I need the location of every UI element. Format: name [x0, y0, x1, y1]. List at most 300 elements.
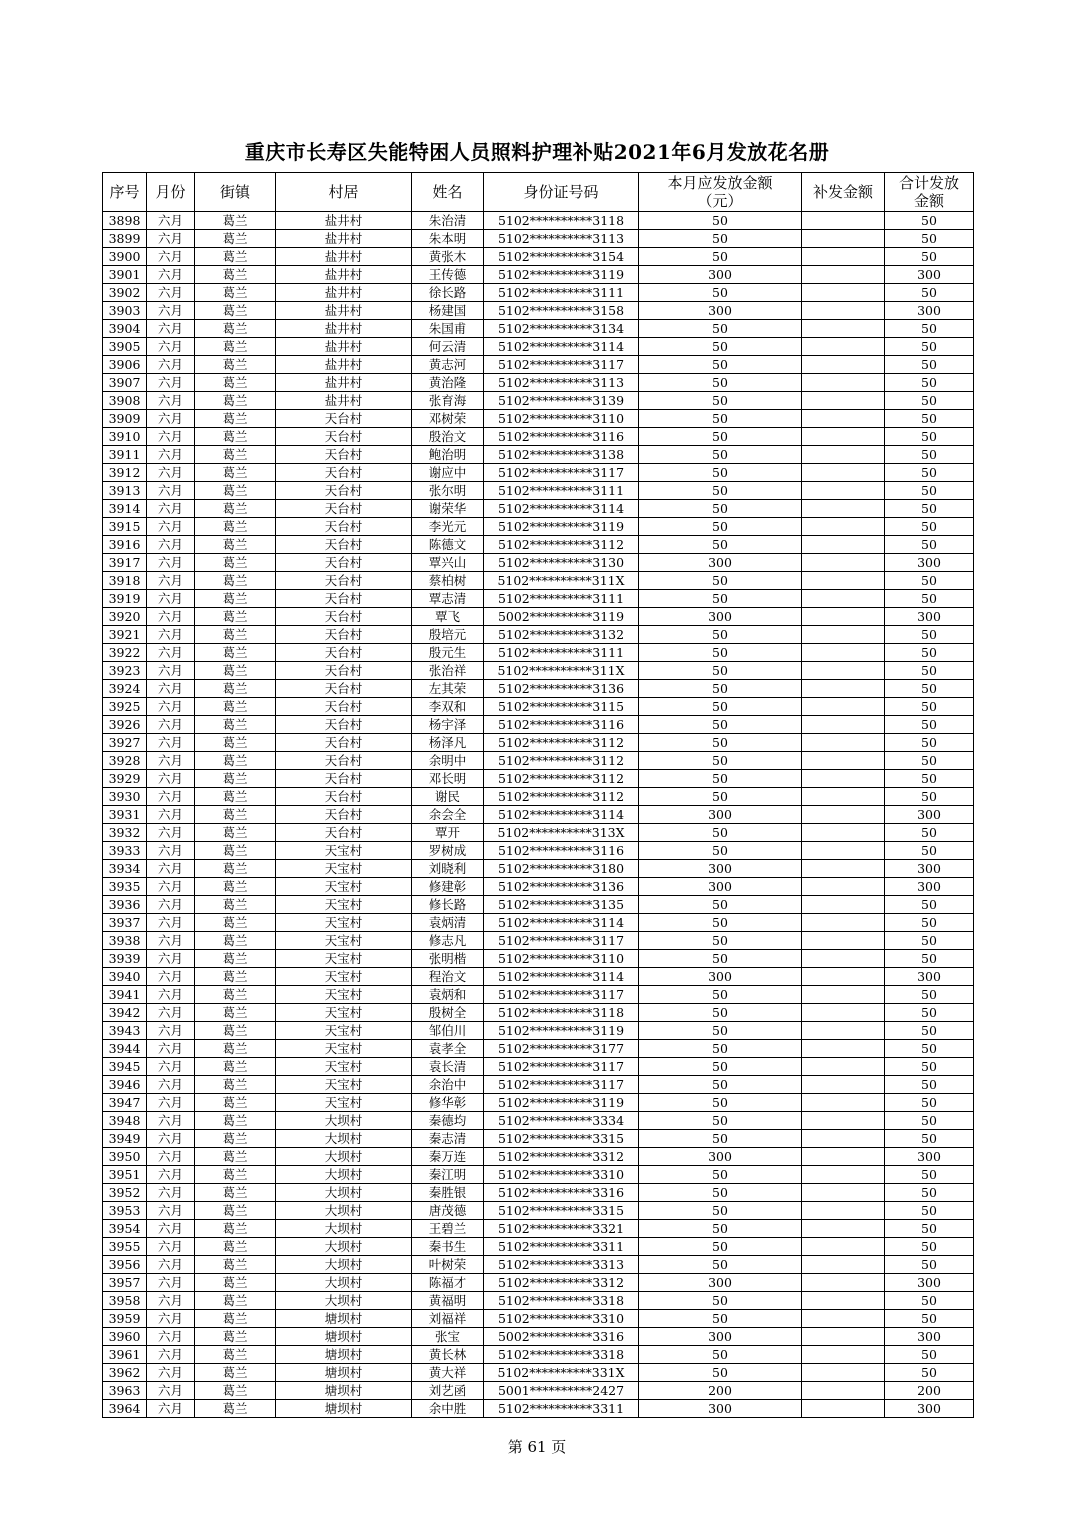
cell-id-number: 5102**********3310 [484, 1166, 639, 1184]
cell-town: 葛兰 [195, 1076, 276, 1094]
cell-monthly-amount: 300 [639, 860, 802, 878]
cell-town: 葛兰 [195, 1310, 276, 1328]
cell-id-number: 5102**********3311 [484, 1400, 639, 1418]
cell-monthly-amount: 300 [639, 1400, 802, 1418]
cell-total-amount: 50 [885, 1166, 974, 1184]
cell-supplement-amount [802, 230, 885, 248]
cell-name: 黄福明 [412, 1292, 484, 1310]
table-row [103, 716, 974, 734]
cell-town: 葛兰 [195, 428, 276, 446]
cell-index: 3947 [103, 1094, 147, 1112]
cell-index: 3911 [103, 446, 147, 464]
cell-town: 葛兰 [195, 248, 276, 266]
cell-month: 六月 [147, 266, 195, 284]
cell-monthly-amount: 50 [639, 986, 802, 1004]
cell-supplement-amount [802, 482, 885, 500]
cell-month: 六月 [147, 590, 195, 608]
table-row [103, 788, 974, 806]
cell-village: 天台村 [276, 680, 412, 698]
cell-town: 葛兰 [195, 464, 276, 482]
cell-town: 葛兰 [195, 266, 276, 284]
cell-index: 3901 [103, 266, 147, 284]
cell-month: 六月 [147, 860, 195, 878]
cell-monthly-amount: 50 [639, 1004, 802, 1022]
cell-id-number: 5102**********3117 [484, 356, 639, 374]
cell-id-number: 5102**********3114 [484, 968, 639, 986]
cell-month: 六月 [147, 986, 195, 1004]
cell-town: 葛兰 [195, 770, 276, 788]
table-row [103, 212, 974, 230]
cell-name: 张宝 [412, 1328, 484, 1346]
cell-town: 葛兰 [195, 320, 276, 338]
table-row [103, 1256, 974, 1274]
cell-village: 大坝村 [276, 1238, 412, 1256]
cell-village: 塘坝村 [276, 1382, 412, 1400]
cell-monthly-amount: 300 [639, 608, 802, 626]
cell-monthly-amount: 300 [639, 1274, 802, 1292]
cell-village: 天台村 [276, 590, 412, 608]
cell-village: 天台村 [276, 644, 412, 662]
cell-id-number: 5102**********3112 [484, 788, 639, 806]
cell-name: 张尔明 [412, 482, 484, 500]
cell-index: 3917 [103, 554, 147, 572]
cell-monthly-amount: 200 [639, 1382, 802, 1400]
cell-index: 3932 [103, 824, 147, 842]
cell-supplement-amount [802, 1166, 885, 1184]
cell-id-number: 5102**********3119 [484, 266, 639, 284]
cell-index: 3910 [103, 428, 147, 446]
cell-id-number: 5102**********3113 [484, 374, 639, 392]
cell-month: 六月 [147, 518, 195, 536]
cell-monthly-amount: 50 [639, 284, 802, 302]
cell-supplement-amount [802, 248, 885, 266]
cell-index: 3954 [103, 1220, 147, 1238]
cell-town: 葛兰 [195, 1022, 276, 1040]
cell-total-amount: 50 [885, 896, 974, 914]
cell-monthly-amount: 300 [639, 968, 802, 986]
cell-total-amount: 50 [885, 1184, 974, 1202]
cell-town: 葛兰 [195, 896, 276, 914]
cell-total-amount: 50 [885, 500, 974, 518]
cell-name: 余明中 [412, 752, 484, 770]
cell-name: 余治中 [412, 1076, 484, 1094]
cell-name: 秦书生 [412, 1238, 484, 1256]
cell-supplement-amount [802, 1058, 885, 1076]
cell-index: 3949 [103, 1130, 147, 1148]
cell-supplement-amount [802, 410, 885, 428]
cell-month: 六月 [147, 554, 195, 572]
cell-index: 3933 [103, 842, 147, 860]
cell-index: 3908 [103, 392, 147, 410]
table-row [103, 266, 974, 284]
cell-supplement-amount [802, 626, 885, 644]
cell-monthly-amount: 50 [639, 1166, 802, 1184]
cell-monthly-amount: 50 [639, 320, 802, 338]
cell-town: 葛兰 [195, 1292, 276, 1310]
cell-village: 天台村 [276, 824, 412, 842]
cell-monthly-amount: 300 [639, 302, 802, 320]
cell-id-number: 5102**********311X [484, 572, 639, 590]
table-row [103, 248, 974, 266]
cell-town: 葛兰 [195, 842, 276, 860]
cell-total-amount: 50 [885, 230, 974, 248]
cell-total-amount: 50 [885, 1076, 974, 1094]
cell-village: 天台村 [276, 500, 412, 518]
cell-monthly-amount: 50 [639, 698, 802, 716]
header-month: 月份 [147, 173, 195, 212]
cell-id-number: 5102**********3111 [484, 644, 639, 662]
cell-town: 葛兰 [195, 626, 276, 644]
cell-index: 3915 [103, 518, 147, 536]
cell-id-number: 5102**********3180 [484, 860, 639, 878]
cell-supplement-amount [802, 914, 885, 932]
cell-index: 3946 [103, 1076, 147, 1094]
cell-total-amount: 50 [885, 356, 974, 374]
cell-supplement-amount [802, 644, 885, 662]
table-row [103, 842, 974, 860]
cell-supplement-amount [802, 1310, 885, 1328]
cell-village: 大坝村 [276, 1184, 412, 1202]
cell-town: 葛兰 [195, 914, 276, 932]
cell-month: 六月 [147, 1076, 195, 1094]
cell-monthly-amount: 50 [639, 1346, 802, 1364]
cell-town: 葛兰 [195, 230, 276, 248]
cell-index: 3916 [103, 536, 147, 554]
cell-supplement-amount [802, 1004, 885, 1022]
cell-supplement-amount [802, 1346, 885, 1364]
cell-monthly-amount: 50 [639, 914, 802, 932]
cell-name: 袁炳清 [412, 914, 484, 932]
cell-index: 3953 [103, 1202, 147, 1220]
cell-village: 大坝村 [276, 1274, 412, 1292]
cell-name: 鲍治明 [412, 446, 484, 464]
cell-total-amount: 50 [885, 320, 974, 338]
cell-month: 六月 [147, 230, 195, 248]
cell-month: 六月 [147, 752, 195, 770]
cell-index: 3943 [103, 1022, 147, 1040]
table-row [103, 464, 974, 482]
cell-village: 天台村 [276, 464, 412, 482]
cell-town: 葛兰 [195, 1202, 276, 1220]
table-row [103, 392, 974, 410]
table-row [103, 1112, 974, 1130]
cell-monthly-amount: 50 [639, 392, 802, 410]
table-row [103, 824, 974, 842]
table-row [103, 554, 974, 572]
cell-town: 葛兰 [195, 680, 276, 698]
cell-village: 大坝村 [276, 1112, 412, 1130]
cell-id-number: 5102**********3119 [484, 1094, 639, 1112]
cell-index: 3898 [103, 212, 147, 230]
cell-supplement-amount [802, 500, 885, 518]
cell-town: 葛兰 [195, 860, 276, 878]
cell-index: 3921 [103, 626, 147, 644]
cell-month: 六月 [147, 1328, 195, 1346]
cell-monthly-amount: 300 [639, 878, 802, 896]
cell-month: 六月 [147, 320, 195, 338]
cell-name: 张明楷 [412, 950, 484, 968]
cell-village: 盐井村 [276, 392, 412, 410]
table-row [103, 320, 974, 338]
cell-index: 3962 [103, 1364, 147, 1382]
cell-monthly-amount: 50 [639, 1364, 802, 1382]
cell-month: 六月 [147, 1130, 195, 1148]
cell-name: 修建彰 [412, 878, 484, 896]
cell-town: 葛兰 [195, 554, 276, 572]
cell-total-amount: 50 [885, 1094, 974, 1112]
cell-month: 六月 [147, 644, 195, 662]
cell-index: 3961 [103, 1346, 147, 1364]
cell-village: 天台村 [276, 770, 412, 788]
cell-village: 盐井村 [276, 374, 412, 392]
cell-id-number: 5102**********3111 [484, 590, 639, 608]
cell-name: 徐长路 [412, 284, 484, 302]
cell-total-amount: 300 [885, 302, 974, 320]
cell-supplement-amount [802, 1022, 885, 1040]
cell-month: 六月 [147, 356, 195, 374]
cell-id-number: 5102**********3119 [484, 518, 639, 536]
cell-month: 六月 [147, 284, 195, 302]
cell-supplement-amount [802, 1364, 885, 1382]
cell-total-amount: 50 [885, 392, 974, 410]
cell-index: 3936 [103, 896, 147, 914]
cell-index: 3913 [103, 482, 147, 500]
cell-id-number: 5102**********3135 [484, 896, 639, 914]
table-row [103, 698, 974, 716]
cell-id-number: 5102**********3118 [484, 1004, 639, 1022]
cell-town: 葛兰 [195, 1166, 276, 1184]
cell-town: 葛兰 [195, 338, 276, 356]
cell-name: 修华彰 [412, 1094, 484, 1112]
cell-index: 3906 [103, 356, 147, 374]
cell-town: 葛兰 [195, 752, 276, 770]
cell-town: 葛兰 [195, 608, 276, 626]
cell-month: 六月 [147, 1148, 195, 1166]
cell-total-amount: 50 [885, 1256, 974, 1274]
table-row [103, 1292, 974, 1310]
cell-supplement-amount [802, 896, 885, 914]
cell-index: 3948 [103, 1112, 147, 1130]
cell-name: 左其荣 [412, 680, 484, 698]
cell-monthly-amount: 50 [639, 374, 802, 392]
cell-index: 3926 [103, 716, 147, 734]
table-row [103, 356, 974, 374]
cell-town: 葛兰 [195, 1328, 276, 1346]
table-row [103, 644, 974, 662]
cell-monthly-amount: 50 [639, 1058, 802, 1076]
table-row [103, 860, 974, 878]
table-row [103, 734, 974, 752]
cell-id-number: 5102**********3158 [484, 302, 639, 320]
cell-supplement-amount [802, 1400, 885, 1418]
cell-id-number: 5102**********3130 [484, 554, 639, 572]
cell-name: 刘福祥 [412, 1310, 484, 1328]
cell-town: 葛兰 [195, 1364, 276, 1382]
cell-supplement-amount [802, 1220, 885, 1238]
table-row [103, 1094, 974, 1112]
cell-month: 六月 [147, 1382, 195, 1400]
cell-name: 刘晓利 [412, 860, 484, 878]
cell-name: 杨宇泽 [412, 716, 484, 734]
cell-id-number: 5102**********3318 [484, 1292, 639, 1310]
cell-name: 谢民 [412, 788, 484, 806]
cell-total-amount: 50 [885, 1040, 974, 1058]
cell-total-amount: 300 [885, 860, 974, 878]
cell-index: 3951 [103, 1166, 147, 1184]
cell-supplement-amount [802, 1274, 885, 1292]
cell-monthly-amount: 50 [639, 788, 802, 806]
cell-monthly-amount: 50 [639, 932, 802, 950]
cell-monthly-amount: 300 [639, 1148, 802, 1166]
cell-total-amount: 50 [885, 410, 974, 428]
cell-id-number: 5102**********3313 [484, 1256, 639, 1274]
cell-village: 盐井村 [276, 248, 412, 266]
table-row [103, 968, 974, 986]
cell-month: 六月 [147, 1364, 195, 1382]
cell-name: 邹伯川 [412, 1022, 484, 1040]
cell-town: 葛兰 [195, 1256, 276, 1274]
cell-village: 天宝村 [276, 878, 412, 896]
cell-name: 刘艺函 [412, 1382, 484, 1400]
cell-monthly-amount: 50 [639, 662, 802, 680]
cell-id-number: 5102**********3312 [484, 1148, 639, 1166]
cell-index: 3928 [103, 752, 147, 770]
cell-supplement-amount [802, 824, 885, 842]
table-row [103, 1040, 974, 1058]
cell-town: 葛兰 [195, 1400, 276, 1418]
cell-name: 朱国甫 [412, 320, 484, 338]
table-row [103, 914, 974, 932]
cell-monthly-amount: 300 [639, 806, 802, 824]
cell-town: 葛兰 [195, 500, 276, 518]
cell-month: 六月 [147, 734, 195, 752]
cell-supplement-amount [802, 770, 885, 788]
cell-monthly-amount: 50 [639, 1022, 802, 1040]
cell-name: 邓树荣 [412, 410, 484, 428]
cell-index: 3924 [103, 680, 147, 698]
header-town: 街镇 [195, 173, 276, 212]
cell-supplement-amount [802, 284, 885, 302]
cell-index: 3942 [103, 1004, 147, 1022]
cell-monthly-amount: 50 [639, 1220, 802, 1238]
cell-village: 大坝村 [276, 1220, 412, 1238]
cell-name: 余会全 [412, 806, 484, 824]
cell-village: 大坝村 [276, 1202, 412, 1220]
cell-monthly-amount: 50 [639, 950, 802, 968]
cell-month: 六月 [147, 770, 195, 788]
table-row [103, 374, 974, 392]
cell-id-number: 5102**********3119 [484, 1022, 639, 1040]
cell-month: 六月 [147, 626, 195, 644]
cell-monthly-amount: 50 [639, 1040, 802, 1058]
cell-village: 天台村 [276, 536, 412, 554]
cell-monthly-amount: 50 [639, 518, 802, 536]
cell-village: 天台村 [276, 518, 412, 536]
cell-total-amount: 50 [885, 518, 974, 536]
cell-village: 天台村 [276, 554, 412, 572]
cell-supplement-amount [802, 1328, 885, 1346]
cell-id-number: 5102**********3110 [484, 410, 639, 428]
cell-total-amount: 50 [885, 590, 974, 608]
cell-id-number: 5102**********3132 [484, 626, 639, 644]
cell-town: 葛兰 [195, 1004, 276, 1022]
cell-village: 天宝村 [276, 968, 412, 986]
cell-monthly-amount: 50 [639, 464, 802, 482]
cell-town: 葛兰 [195, 968, 276, 986]
cell-month: 六月 [147, 716, 195, 734]
cell-supplement-amount [802, 266, 885, 284]
table-row [103, 1220, 974, 1238]
cell-village: 天台村 [276, 608, 412, 626]
cell-monthly-amount: 300 [639, 266, 802, 284]
cell-total-amount: 300 [885, 1148, 974, 1166]
cell-town: 葛兰 [195, 410, 276, 428]
cell-town: 葛兰 [195, 734, 276, 752]
cell-monthly-amount: 50 [639, 1184, 802, 1202]
cell-month: 六月 [147, 1256, 195, 1274]
cell-town: 葛兰 [195, 1112, 276, 1130]
cell-index: 3900 [103, 248, 147, 266]
cell-village: 天宝村 [276, 860, 412, 878]
cell-village: 天宝村 [276, 1022, 412, 1040]
cell-name: 何云清 [412, 338, 484, 356]
cell-index: 3939 [103, 950, 147, 968]
cell-id-number: 5102**********3117 [484, 1058, 639, 1076]
cell-village: 天台村 [276, 446, 412, 464]
cell-month: 六月 [147, 338, 195, 356]
cell-town: 葛兰 [195, 536, 276, 554]
table-row [103, 752, 974, 770]
cell-total-amount: 50 [885, 428, 974, 446]
table-row [103, 662, 974, 680]
cell-id-number: 5102**********3116 [484, 428, 639, 446]
cell-name: 谢应中 [412, 464, 484, 482]
cell-name: 黄大祥 [412, 1364, 484, 1382]
cell-monthly-amount: 50 [639, 446, 802, 464]
cell-name: 谢荣华 [412, 500, 484, 518]
cell-supplement-amount [802, 1382, 885, 1400]
cell-id-number: 5102**********3310 [484, 1310, 639, 1328]
cell-month: 六月 [147, 1274, 195, 1292]
cell-supplement-amount [802, 788, 885, 806]
cell-supplement-amount [802, 1130, 885, 1148]
cell-month: 六月 [147, 1094, 195, 1112]
cell-id-number: 5102**********3111 [484, 284, 639, 302]
cell-month: 六月 [147, 1058, 195, 1076]
cell-monthly-amount: 50 [639, 338, 802, 356]
header-supplement-amount: 补发金额 [802, 173, 885, 212]
cell-village: 天宝村 [276, 1058, 412, 1076]
cell-town: 葛兰 [195, 932, 276, 950]
cell-month: 六月 [147, 698, 195, 716]
cell-id-number: 5102**********3136 [484, 878, 639, 896]
cell-village: 天宝村 [276, 1004, 412, 1022]
cell-town: 葛兰 [195, 302, 276, 320]
cell-total-amount: 50 [885, 770, 974, 788]
table-row [103, 536, 974, 554]
cell-id-number: 5002**********3316 [484, 1328, 639, 1346]
cell-name: 覃志清 [412, 590, 484, 608]
cell-id-number: 5102**********3315 [484, 1130, 639, 1148]
cell-supplement-amount [802, 1202, 885, 1220]
cell-index: 3958 [103, 1292, 147, 1310]
cell-village: 天宝村 [276, 1094, 412, 1112]
cell-town: 葛兰 [195, 1058, 276, 1076]
cell-total-amount: 50 [885, 212, 974, 230]
cell-total-amount: 50 [885, 536, 974, 554]
cell-village: 天台村 [276, 752, 412, 770]
cell-month: 六月 [147, 572, 195, 590]
